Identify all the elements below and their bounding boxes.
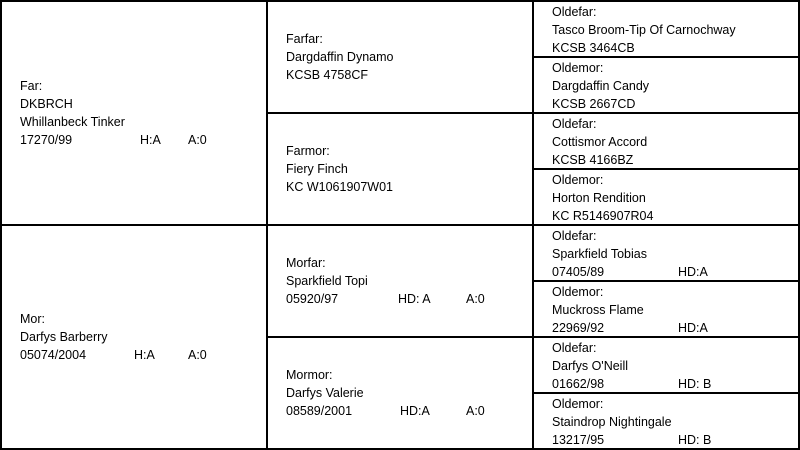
mormor-reg-line — [286, 402, 526, 420]
dam-hd: H:A — [134, 348, 155, 362]
mm-oldefar-role: Oldefar: — [552, 341, 597, 355]
mm-oldemor-role: Oldemor: — [552, 397, 604, 411]
sire-cell — [20, 77, 260, 149]
farmor-role: Farmor: — [286, 144, 330, 158]
dam-reg-line — [20, 346, 260, 364]
morfar-hd: HD: A — [398, 292, 431, 306]
fm-oldefar-cell — [552, 115, 792, 169]
mf-oldefar-reg-line — [552, 263, 792, 281]
ff-oldefar-reg: KCSB 3464CB — [552, 41, 635, 55]
farfar-cell — [286, 30, 526, 84]
dam-role: Mor: — [20, 312, 45, 326]
fm-oldemor-reg: KC R5146907R04 — [552, 209, 654, 223]
fm-oldemor-role: Oldemor: — [552, 173, 604, 187]
farmor-cell — [286, 142, 526, 196]
ff-oldemor-cell — [552, 59, 792, 113]
mormor-role: Mormor: — [286, 368, 333, 382]
morfar-cell — [286, 254, 526, 308]
fm-oldefar-name: Cottismor Accord — [552, 135, 648, 149]
sire-title: DKBRCH — [20, 97, 73, 111]
fm-oldemor-cell — [552, 171, 792, 225]
mormor-hd: HD:A — [400, 404, 430, 418]
sire-name: Whillanbeck Tinker — [20, 115, 125, 129]
mf-oldemor-hd: HD:A — [678, 321, 708, 335]
mf-oldemor-cell — [552, 283, 792, 337]
dam-ad: A:0 — [188, 348, 207, 362]
mm-oldefar-hd: HD: B — [678, 377, 712, 391]
farmor-name: Fiery Finch — [286, 162, 348, 176]
mm-oldemor-name: Staindrop Nightingale — [552, 415, 672, 429]
ff-oldemor-reg: KCSB 2667CD — [552, 97, 636, 111]
mm-oldefar-cell — [552, 339, 792, 393]
farmor-reg: KC W1061907W01 — [286, 180, 394, 194]
sire-hd: H:A — [140, 133, 161, 147]
mm-oldefar-name: Darfys O'Neill — [552, 359, 629, 373]
morfar-ad: A:0 — [466, 292, 485, 306]
ff-oldemor-name: Dargdaffin Candy — [552, 79, 650, 93]
mm-oldefar-reg-line — [552, 375, 792, 393]
mm-oldefar-reg: 01662/98 — [552, 377, 605, 391]
mormor-cell — [286, 366, 526, 420]
dam-name: Darfys Barberry — [20, 330, 108, 344]
sire-reg-line — [20, 131, 260, 149]
ff-oldemor-role: Oldemor: — [552, 61, 604, 75]
mf-oldefar-role: Oldefar: — [552, 229, 597, 243]
mf-oldemor-name: Muckross Flame — [552, 303, 644, 317]
dam-cell — [20, 310, 260, 364]
sire-role: Far: — [20, 79, 43, 93]
border-top — [0, 0, 800, 2]
mf-oldefar-hd: HD:A — [678, 265, 708, 279]
sire-ad: A:0 — [188, 133, 207, 147]
ff-oldefar-role: Oldefar: — [552, 5, 597, 19]
farfar-role: Farfar: — [286, 32, 323, 46]
farfar-reg: KCSB 4758CF — [286, 68, 368, 82]
fm-oldemor-name: Horton Rendition — [552, 191, 646, 205]
morfar-reg: 05920/97 — [286, 292, 339, 306]
mf-oldefar-name: Sparkfield Tobias — [552, 247, 647, 261]
ff-oldefar-cell — [552, 3, 792, 57]
mf-oldefar-reg: 07405/89 — [552, 265, 605, 279]
farfar-name: Dargdaffin Dynamo — [286, 50, 394, 64]
dam-reg: 05074/2004 — [20, 348, 87, 362]
sire-reg: 17270/99 — [20, 133, 73, 147]
mormor-ad: A:0 — [466, 404, 485, 418]
mm-oldemor-reg-line — [552, 431, 792, 449]
morfar-role: Morfar: — [286, 256, 326, 270]
mm-oldemor-hd: HD: B — [678, 433, 712, 447]
morfar-reg-line — [286, 290, 526, 308]
ff-oldefar-name: Tasco Broom-Tip Of Carnochway — [552, 23, 736, 37]
mf-oldemor-reg: 22969/92 — [552, 321, 605, 335]
mf-oldemor-role: Oldemor: — [552, 285, 604, 299]
mormor-name: Darfys Valerie — [286, 386, 364, 400]
fm-oldefar-reg: KCSB 4166BZ — [552, 153, 634, 167]
mormor-reg: 08589/2001 — [286, 404, 353, 418]
mf-oldemor-reg-line — [552, 319, 792, 337]
fm-oldefar-role: Oldefar: — [552, 117, 597, 131]
morfar-name: Sparkfield Topi — [286, 274, 368, 288]
mf-oldefar-cell — [552, 227, 792, 281]
mm-oldemor-cell — [552, 395, 792, 449]
mm-oldemor-reg: 13217/95 — [552, 433, 605, 447]
